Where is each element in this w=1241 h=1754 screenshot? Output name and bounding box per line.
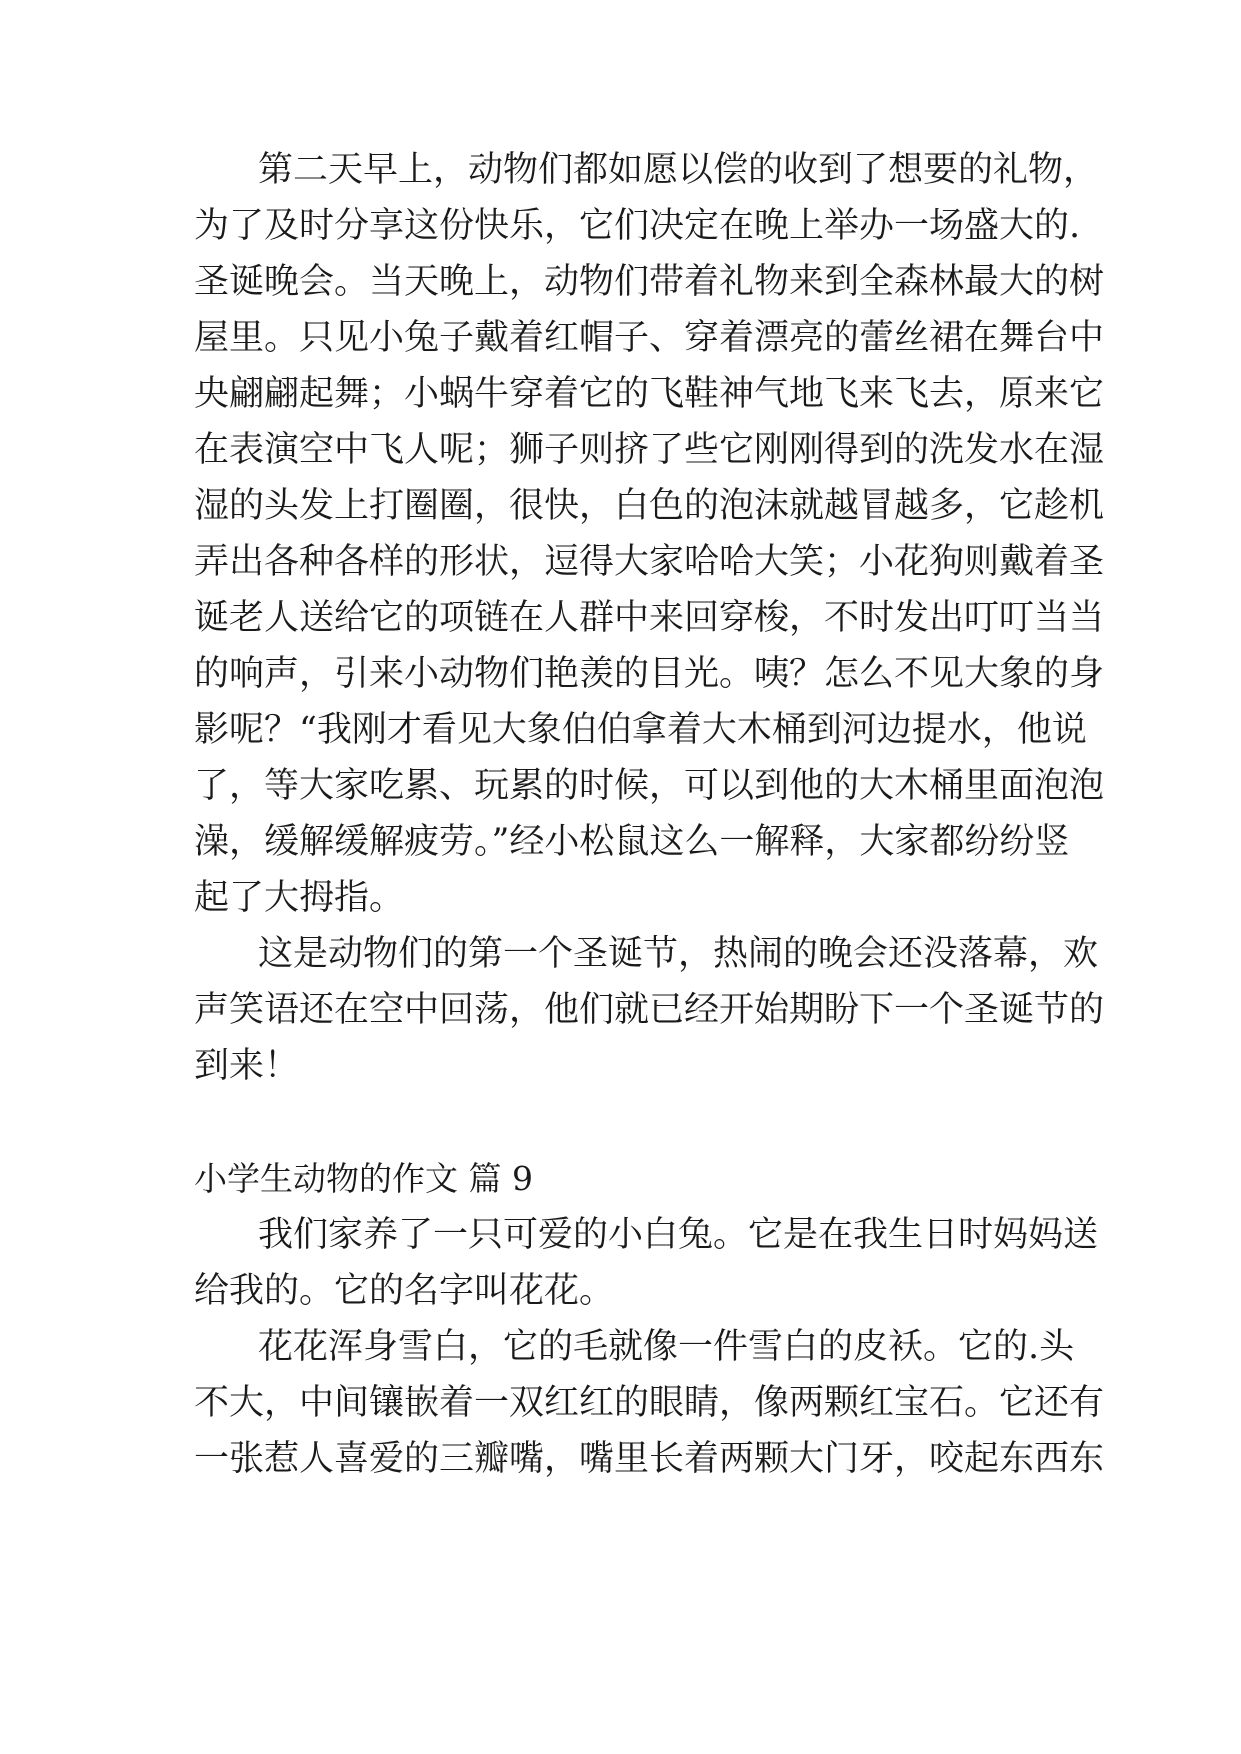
paragraph-line: 不大，中间镶嵌着一双红红的眼睛，像两颗红宝石。它还有 <box>194 1383 1105 1423</box>
paragraph-line: 弄出各种各样的形状，逗得大家哈哈大笑；小花狗则戴着圣 <box>194 542 1105 582</box>
paragraph-line: 我们家养了一只可爱的小白兔。它是在我生日时妈妈送 <box>258 1215 1099 1255</box>
paragraph-line: 诞老人送给它的项链在人群中来回穿梭，不时发出叮叮当当 <box>194 598 1105 638</box>
paragraph-line: 这是动物们的第一个圣诞节，热闹的晚会还没落幕，欢 <box>258 934 1099 974</box>
paragraph-line: 澡，缓解缓解疲劳。”经小松鼠这么一解释，大家都纷纷竖 <box>194 822 1070 862</box>
paragraph-line: 的响声，引来小动物们艳羡的目光。咦？怎么不见大象的身 <box>194 654 1105 694</box>
paragraph-line: 了，等大家吃累、玩累的时候，可以到他的大木桶里面泡泡 <box>194 766 1105 806</box>
section-heading: 小学生动物的作文 篇 9 <box>194 1159 533 1198</box>
paragraph-line: 影呢？“我刚才看见大象伯伯拿着大木桶到河边提水，他说 <box>194 710 1087 750</box>
paragraph-line: 为了及时分享这份快乐，它们决定在晚上举办一场盛大的. <box>194 206 1081 246</box>
paragraph-line: 央翩翩起舞；小蜗牛穿着它的飞鞋神气地飞来飞去，原来它 <box>194 374 1105 414</box>
paragraph-line: 圣诞晚会。当天晚上，动物们带着礼物来到全森林最大的树 <box>194 262 1105 302</box>
paragraph-line: 花花浑身雪白，它的毛就像一件雪白的皮袄。它的.头 <box>258 1327 1075 1367</box>
paragraph-line: 湿的头发上打圈圈，很快，白色的泡沫就越冒越多，它趁机 <box>194 486 1105 526</box>
paragraph-line: 屋里。只见小兔子戴着红帽子、穿着漂亮的蕾丝裙在舞台中 <box>194 318 1105 358</box>
paragraph-line: 声笑语还在空中回荡，他们就已经开始期盼下一个圣诞节的 <box>194 990 1105 1030</box>
paragraph-line: 一张惹人喜爱的三瓣嘴，嘴里长着两颗大门牙，咬起东西东 <box>194 1439 1105 1479</box>
paragraph-line: 起了大拇指。 <box>194 878 405 918</box>
paragraph-line: 第二天早上，动物们都如愿以偿的收到了想要的礼物， <box>258 150 1099 190</box>
paragraph-line: 在表演空中飞人呢；狮子则挤了些它刚刚得到的洗发水在湿 <box>194 430 1105 470</box>
paragraph-line: 到来！ <box>194 1046 300 1086</box>
paragraph-line: 给我的。它的名字叫花花。 <box>194 1271 615 1311</box>
